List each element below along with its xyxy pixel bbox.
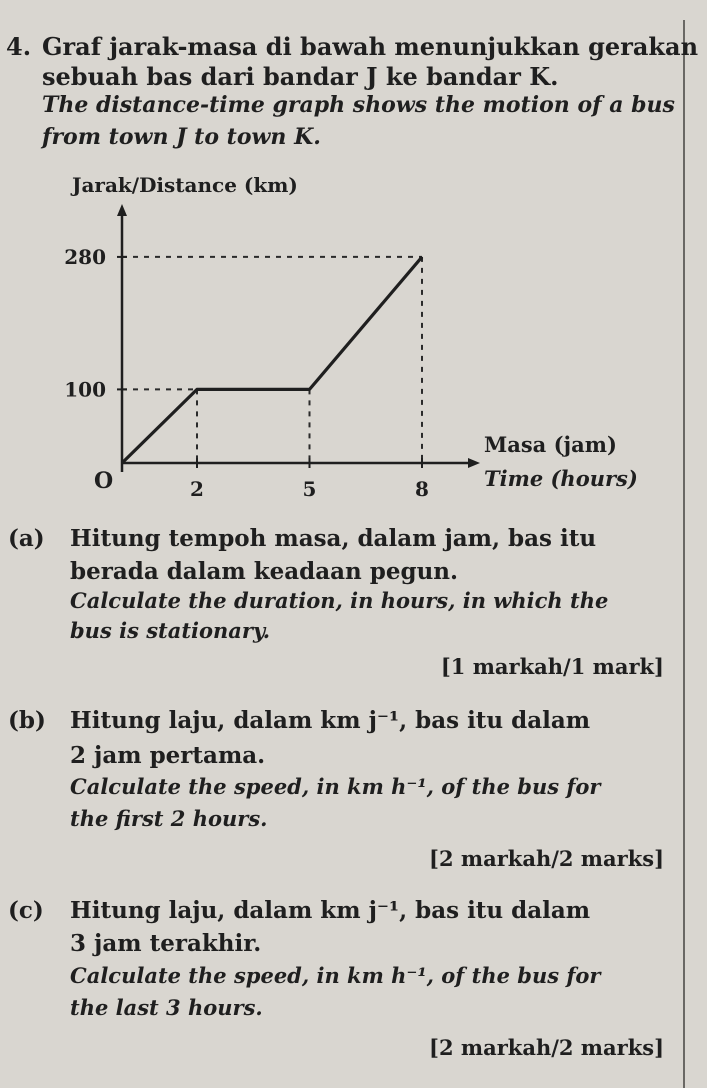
x-axis-label-english: Time (hours) [484, 466, 638, 491]
part-a-malay-2: berada dalam keadaan pegun. [70, 558, 459, 585]
part-c-english-2: the last 3 hours. [70, 995, 263, 1020]
question-number: 4. [6, 32, 32, 61]
distance-time-graph [64, 173, 638, 501]
part-a-english-1: Calculate the duration, in hours, in which the [70, 588, 609, 613]
part-b-english-2: the first 2 hours. [70, 806, 268, 831]
part-a-marks: [1 markah/1 mark] [440, 654, 664, 679]
part-b-marks: [2 markah/2 marks] [429, 846, 664, 871]
part-b-english-1: Calculate the speed, in km h⁻¹, of the bus for [70, 774, 601, 799]
part-b-malay-2: 2 jam pertama. [70, 742, 266, 769]
part-c [8, 897, 664, 1060]
x-tick-label: 2 [190, 477, 204, 501]
part-a [8, 525, 664, 679]
part-a-english-2: bus is stationary. [70, 618, 271, 643]
part-b [8, 707, 664, 871]
y-axis-arrow [117, 204, 127, 216]
x-tick-label: 8 [415, 477, 429, 501]
part-a-malay-1: Hitung tempoh masa, dalam jam, bas itu [70, 525, 597, 552]
part-a-label: (a) [8, 525, 45, 552]
distance-time-line [122, 257, 422, 463]
x-tick-label: 5 [302, 477, 317, 501]
part-b-label: (b) [8, 707, 46, 734]
question-malay-line-2: sebuah bas dari bandar J ke bandar K. [42, 62, 559, 91]
part-c-english-1: Calculate the speed, in km h⁻¹, of the bus for [70, 963, 601, 988]
part-c-label: (c) [8, 897, 44, 924]
y-axis-label: Jarak/Distance (km) [72, 173, 298, 197]
part-b-malay-1: Hitung laju, dalam km j⁻¹, bas itu dalam [70, 707, 591, 734]
part-c-malay-1: Hitung laju, dalam km j⁻¹, bas itu dalam [70, 897, 591, 924]
question-english-line-1: The distance-time graph shows the motion of a bus [42, 92, 675, 118]
y-tick-label: 100 [64, 377, 106, 402]
part-c-malay-2: 3 jam terakhir. [70, 930, 262, 957]
question-english-line-2: from town J to town K. [42, 124, 321, 150]
origin-label: O [94, 468, 114, 494]
x-axis-label-malay: Masa (jam) [484, 432, 617, 457]
y-tick-label: 280 [64, 244, 106, 269]
part-c-marks: [2 markah/2 marks] [429, 1035, 664, 1060]
question-malay-line-1: Graf jarak-masa di bawah menunjukkan gerakan [42, 32, 699, 61]
x-axis-arrow [468, 458, 480, 468]
